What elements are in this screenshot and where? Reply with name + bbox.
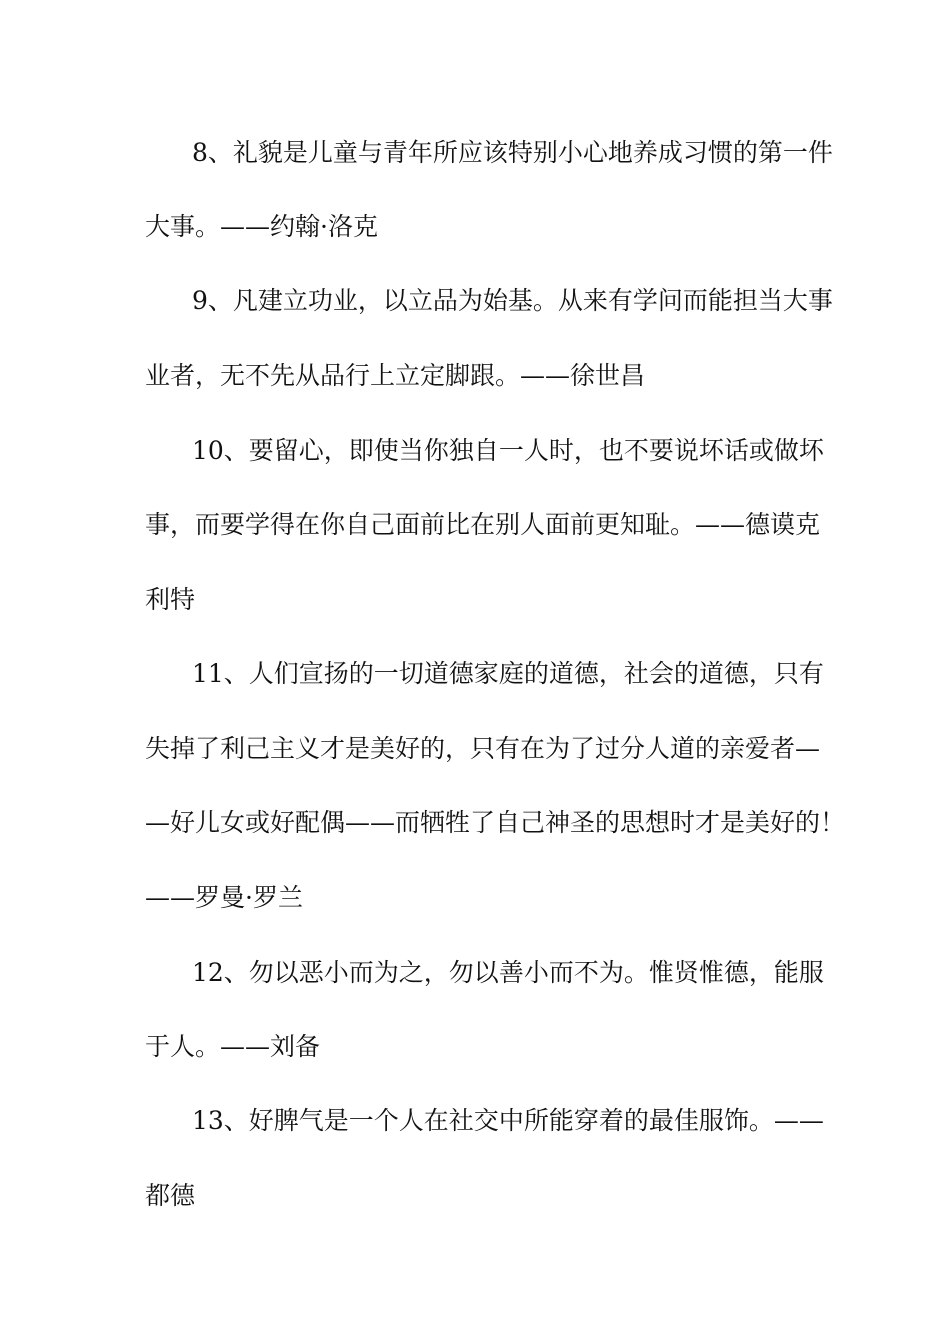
quote-line: 8、礼貌是儿童与青年所应该特别小心地养成习惯的第一件 xyxy=(192,138,833,167)
quote-line: 业者，无不先从品行上立定脚跟。——徐世昌 xyxy=(145,361,646,390)
quote-line: 10、要留心，即使当你独自一人时，也不要说坏话或做坏 xyxy=(192,436,824,465)
quote-line: —好儿女或好配偶——而牺牲了自己神圣的思想时才是美好的！ xyxy=(145,808,846,837)
quote-line: 都德 xyxy=(145,1181,196,1210)
quote-line: 大事。——约翰·洛克 xyxy=(145,212,378,241)
quote-line: 失掉了利己主义才是美好的，只有在为了过分人道的亲爱者— xyxy=(145,734,821,763)
quote-line: 13、好脾气是一个人在社交中所能穿着的最佳服饰。—— xyxy=(192,1106,824,1135)
quote-line: 12、勿以恶小而为之，勿以善小而不为。惟贤惟德，能服 xyxy=(192,958,824,987)
quote-line: 利特 xyxy=(145,585,196,614)
quote-line: 于人。——刘备 xyxy=(145,1032,321,1061)
quote-line: 11、人们宣扬的一切道德家庭的道德，社会的道德，只有 xyxy=(192,659,824,688)
quote-line: ——罗曼·罗兰 xyxy=(145,883,303,912)
quote-line: 事，而要学得在你自己面前比在别人面前更知耻。——德谟克 xyxy=(145,510,821,539)
quote-line: 9、凡建立功业，以立品为始基。从来有学问而能担当大事 xyxy=(192,286,833,315)
